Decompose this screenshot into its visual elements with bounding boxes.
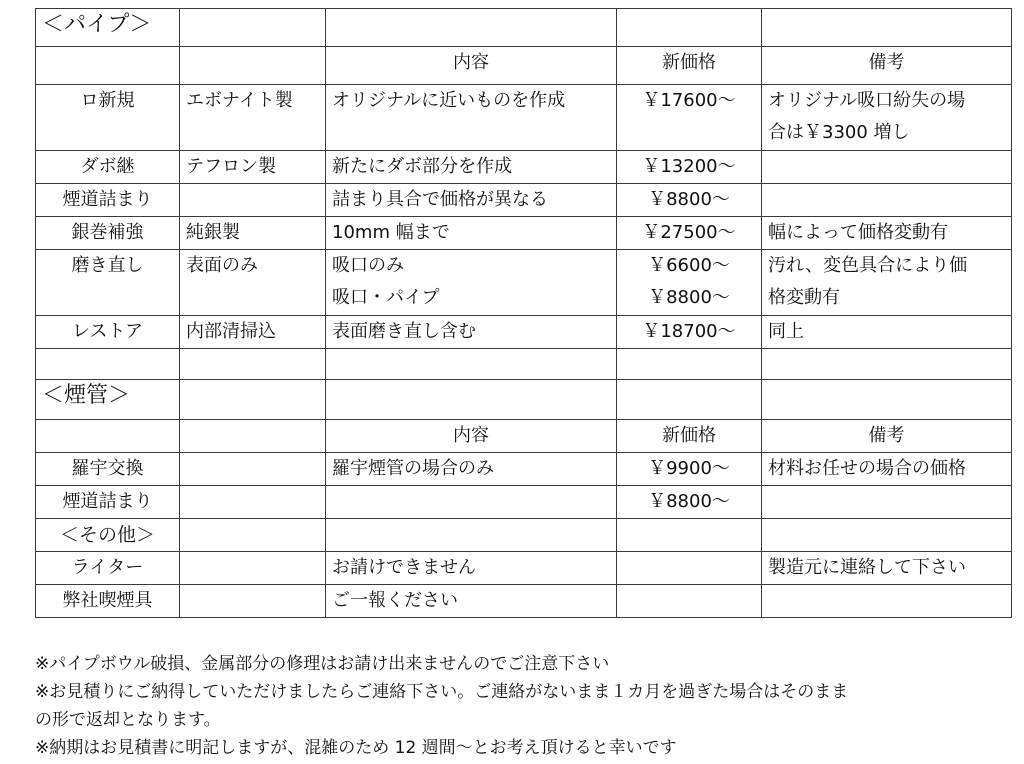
- remarks-cell: 幅によって価格変動有: [762, 217, 1012, 250]
- remarks-cell: [762, 250, 1012, 316]
- material-cell: テフロン製: [180, 151, 326, 184]
- repair-price-table: [35, 8, 1012, 618]
- content-line: 吸口・パイプ: [332, 287, 440, 308]
- remarks-cell: [762, 486, 1012, 519]
- price-cell: ￥13200～: [617, 151, 762, 184]
- material-cell: [180, 486, 326, 519]
- content-cell: オリジナルに近いものを作成: [326, 85, 617, 151]
- remarks-line: オリジナル吸口紛失の場: [768, 90, 966, 111]
- content-line: 吸口のみ: [332, 255, 404, 276]
- section-row-stem: [36, 380, 1012, 420]
- remarks-cell: 材料お任せの場合の価格: [762, 453, 1012, 486]
- price-cell: [617, 585, 762, 618]
- table-row: [36, 250, 1012, 316]
- note-line: ※パイプボウル破損、金属部分の修理はお請け出来ませんのでご注意下さい: [35, 654, 610, 674]
- remarks-line: 格変動有: [768, 287, 840, 308]
- remarks-cell: [762, 184, 1012, 217]
- section-title-pipe: ＜パイプ＞: [36, 9, 180, 47]
- content-cell: 10mm 幅まで: [326, 217, 617, 250]
- price-cell: ￥18700～: [617, 316, 762, 349]
- header-remarks: 備考: [762, 420, 1012, 453]
- table-row: [36, 486, 1012, 519]
- item-cell: 煙道詰まり: [36, 184, 180, 217]
- remarks-line: 合は￥3300 増し: [768, 122, 910, 143]
- item-cell: 磨き直し: [36, 250, 180, 316]
- price-line: ￥6600～: [648, 255, 730, 276]
- material-cell: [180, 453, 326, 486]
- price-line: ￥8800～: [648, 287, 730, 308]
- remarks-cell: [762, 151, 1012, 184]
- table-row: [36, 85, 1012, 151]
- remarks-line: 汚れ、変色具合により価: [768, 255, 968, 276]
- section-row-pipe: [36, 9, 1012, 47]
- material-cell: [180, 184, 326, 217]
- remarks-cell: 同上: [762, 316, 1012, 349]
- content-cell: [326, 486, 617, 519]
- content-cell: ご一報ください: [326, 585, 617, 618]
- section-title-other: ＜その他＞: [36, 519, 180, 552]
- section-row-other: [36, 519, 1012, 552]
- table-row: [36, 217, 1012, 250]
- header-price: 新価格: [617, 420, 762, 453]
- header-row-stem: [36, 420, 1012, 453]
- content-cell: [326, 250, 617, 316]
- material-cell: 純銀製: [180, 217, 326, 250]
- content-cell: 詰まり具合で価格が異なる: [326, 184, 617, 217]
- table-row: [36, 184, 1012, 217]
- price-cell: [617, 552, 762, 585]
- material-cell: 表面のみ: [180, 250, 326, 316]
- item-cell: ライター: [36, 552, 180, 585]
- table-row: [36, 552, 1012, 585]
- price-cell: ￥8800～: [617, 486, 762, 519]
- price-cell: ￥9900～: [617, 453, 762, 486]
- empty-row: [36, 349, 1012, 380]
- item-cell: ダボ継: [36, 151, 180, 184]
- remarks-cell: [762, 585, 1012, 618]
- item-cell: 煙道詰まり: [36, 486, 180, 519]
- note-line: の形で返却となります。: [35, 710, 221, 730]
- header-content: 内容: [326, 420, 617, 453]
- price-cell: [617, 250, 762, 316]
- content-cell: 表面磨き直し含む: [326, 316, 617, 349]
- material-cell: エボナイト製: [180, 85, 326, 151]
- remarks-cell: 製造元に連絡して下さい: [762, 552, 1012, 585]
- table-row: [36, 316, 1012, 349]
- item-cell: ロ新規: [36, 85, 180, 151]
- table-row: [36, 151, 1012, 184]
- material-cell: 内部清掃込: [180, 316, 326, 349]
- item-cell: レストア: [36, 316, 180, 349]
- content-cell: お請けできません: [326, 552, 617, 585]
- price-cell: ￥17600～: [617, 85, 762, 151]
- item-cell: 弊社喫煙具: [36, 585, 180, 618]
- item-cell: 銀巻補強: [36, 217, 180, 250]
- content-cell: 羅宇煙管の場合のみ: [326, 453, 617, 486]
- section-title-stem: ＜煙管＞: [36, 380, 180, 420]
- material-cell: [180, 585, 326, 618]
- item-cell: 羅宇交換: [36, 453, 180, 486]
- content-cell: 新たにダボ部分を作成: [326, 151, 617, 184]
- note-line: ※納期はお見積書に明記しますが、混雑のため 12 週間～とお考え頂けると幸いです: [35, 738, 677, 758]
- price-cell: ￥27500～: [617, 217, 762, 250]
- note-line: ※お見積りにご納得していただけましたらご連絡下さい。ご連絡がないまま１カ月を過ぎた場合はそのまま: [35, 682, 849, 702]
- header-row-pipe: [36, 47, 1012, 85]
- table-row: [36, 585, 1012, 618]
- table-row: [36, 453, 1012, 486]
- remarks-cell: [762, 85, 1012, 151]
- price-cell: ￥8800～: [617, 184, 762, 217]
- notes: [35, 650, 1015, 762]
- header-remarks: 備考: [762, 47, 1012, 85]
- header-content: 内容: [326, 47, 617, 85]
- material-cell: [180, 552, 326, 585]
- header-price: 新価格: [617, 47, 762, 85]
